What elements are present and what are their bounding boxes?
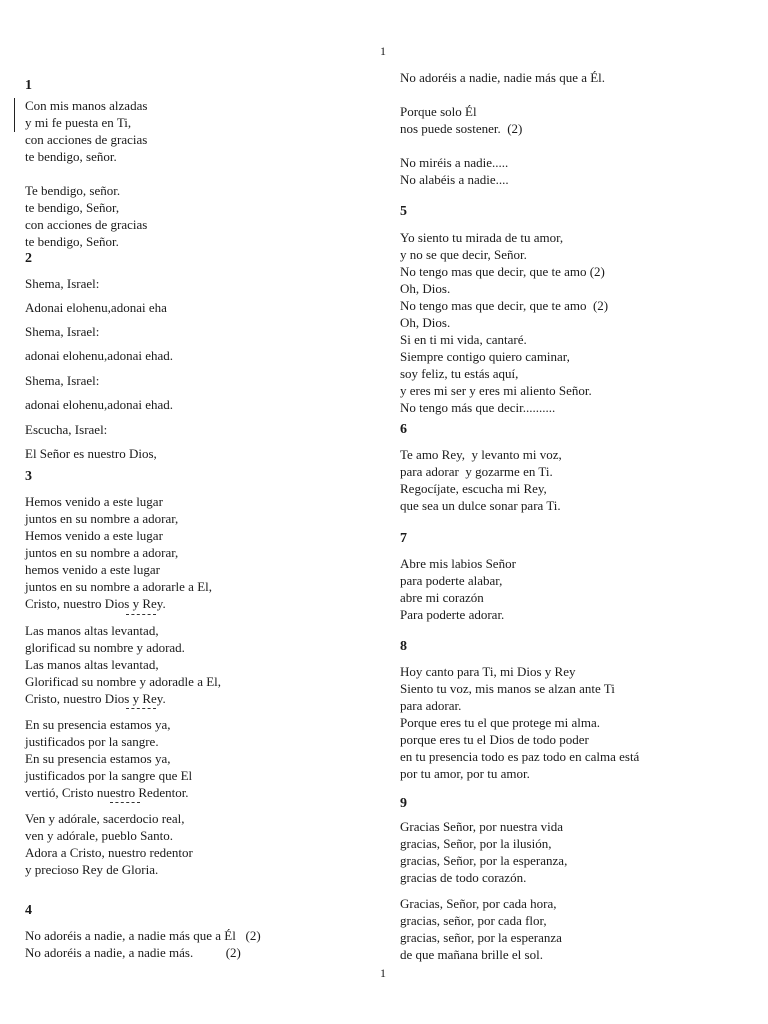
- song-9-verse-2: Gracias, Señor, por cada hora, gracias, señor, por cada flor, gracias, señor, por la esperanza de que mañana brille el sol.: [400, 896, 562, 962]
- song-2-line: Shema, Israel:: [25, 373, 100, 388]
- song-number-8: 8: [400, 639, 407, 654]
- song-4-continued-1: No adoréis a nadie, nadie más que a Él.: [400, 70, 606, 85]
- song-number-1: 1: [25, 78, 32, 93]
- song-3-verse-3: En su presencia estamos ya, justificados por la sangre. En su presencia estamos ya, justificados por la sangre que El vertió, Cristo nuestro Redentor.: [25, 717, 193, 800]
- song-2-line: adonai elohenu,adonai ehad.: [25, 348, 173, 363]
- song-number-5: 5: [400, 204, 407, 219]
- song-3-verse-4: Ven y adórale, sacerdocio real, ven y adórale, pueblo Santo. Adora a Cristo, nuestro redentor y precioso Rey de Gloria.: [25, 811, 193, 877]
- song-3-verse-1: Hemos venido a este lugar juntos en su nombre a adorar, Hemos venido a este lugar juntos en su nombre a adorar, hemos venido a este lugar juntos en su nombre a adorarle a El, Cristo, nuestro Dios y Rey.: [25, 494, 212, 611]
- song-2-line: Adonai elohenu,adonai eha: [25, 300, 167, 315]
- song-1-verse-1: Con mis manos alzadas y mi fe puesta en Ti, con acciones de gracias te bendigo, señor.: [25, 98, 148, 164]
- song-number-2: 2: [25, 251, 32, 266]
- song-number-7: 7: [400, 531, 407, 546]
- song-2-line: Escucha, Israel:: [25, 422, 108, 437]
- song-1-verse-2: Te bendigo, señor. te bendigo, Señor, con acciones de gracias te bendigo, Señor.: [25, 183, 148, 249]
- song-number-4: 4: [25, 903, 32, 918]
- song-5-lines: Yo siento tu mirada de tu amor, y no se que decir, Señor. No tengo mas que decir, que te amo (2) Oh, Dios. No tengo mas que decir, que te amo (2) Oh, Dios. Si en ti mi vida, cantaré. Siempre contigo quiero caminar, soy feliz, tu estás aquí, y eres mi ser y eres mi aliento Señor. No tengo más que decir..........: [400, 230, 609, 415]
- song-number-6: 6: [400, 422, 407, 437]
- song-number-3: 3: [25, 469, 32, 484]
- song-2-line: adonai elohenu,adonai ehad.: [25, 397, 173, 412]
- underline-mark: [126, 708, 156, 709]
- song-7-lines: Abre mis labios Señor para poderte alabar, abre mi corazón Para poderte adorar.: [400, 556, 516, 622]
- song-4-lines: No adoréis a nadie, a nadie más que a Él (2) No adoréis a nadie, a nadie más. (2): [25, 928, 261, 960]
- song-4-continued-3: No miréis a nadie..... No alabéis a nadie....: [400, 155, 509, 187]
- song-4-continued-2: Porque solo Él nos puede sostener. (2): [400, 104, 523, 136]
- page-number-top: 1: [380, 44, 386, 58]
- song-2-line: Shema, Israel:: [25, 324, 100, 339]
- song-6-lines: Te amo Rey, y levanto mi voz, para adorar y gozarme en Ti. Regocíjate, escucha mi Rey, que sea un dulce sonar para Ti.: [400, 447, 562, 513]
- song-2-line: El Señor es nuestro Dios,: [25, 446, 157, 461]
- margin-bar: [14, 98, 15, 132]
- underline-mark: [126, 614, 156, 615]
- underline-mark: [110, 802, 140, 803]
- song-8-lines: Hoy canto para Ti, mi Dios y Rey Siento tu voz, mis manos se alzan ante Ti para adorar. Porque eres tu el que protege mi alma. porque eres tu el Dios de todo poder en tu presencia todo es paz todo en calma está por tu amor, por tu amor.: [400, 664, 640, 781]
- song-2-line: Shema, Israel:: [25, 276, 100, 291]
- song-number-9: 9: [400, 796, 407, 811]
- song-9-verse-1: Gracias Señor, por nuestra vida gracias, Señor, por la ilusión, gracias, Señor, por la esperanza, gracias de todo corazón.: [400, 819, 568, 885]
- song-3-verse-2: Las manos altas levantad, glorificad su nombre y adorad. Las manos altas levantad, Glorificad su nombre y adoradle a El, Cristo, nuestro Dios y Rey.: [25, 623, 222, 706]
- page-number-bottom: 1: [380, 966, 386, 980]
